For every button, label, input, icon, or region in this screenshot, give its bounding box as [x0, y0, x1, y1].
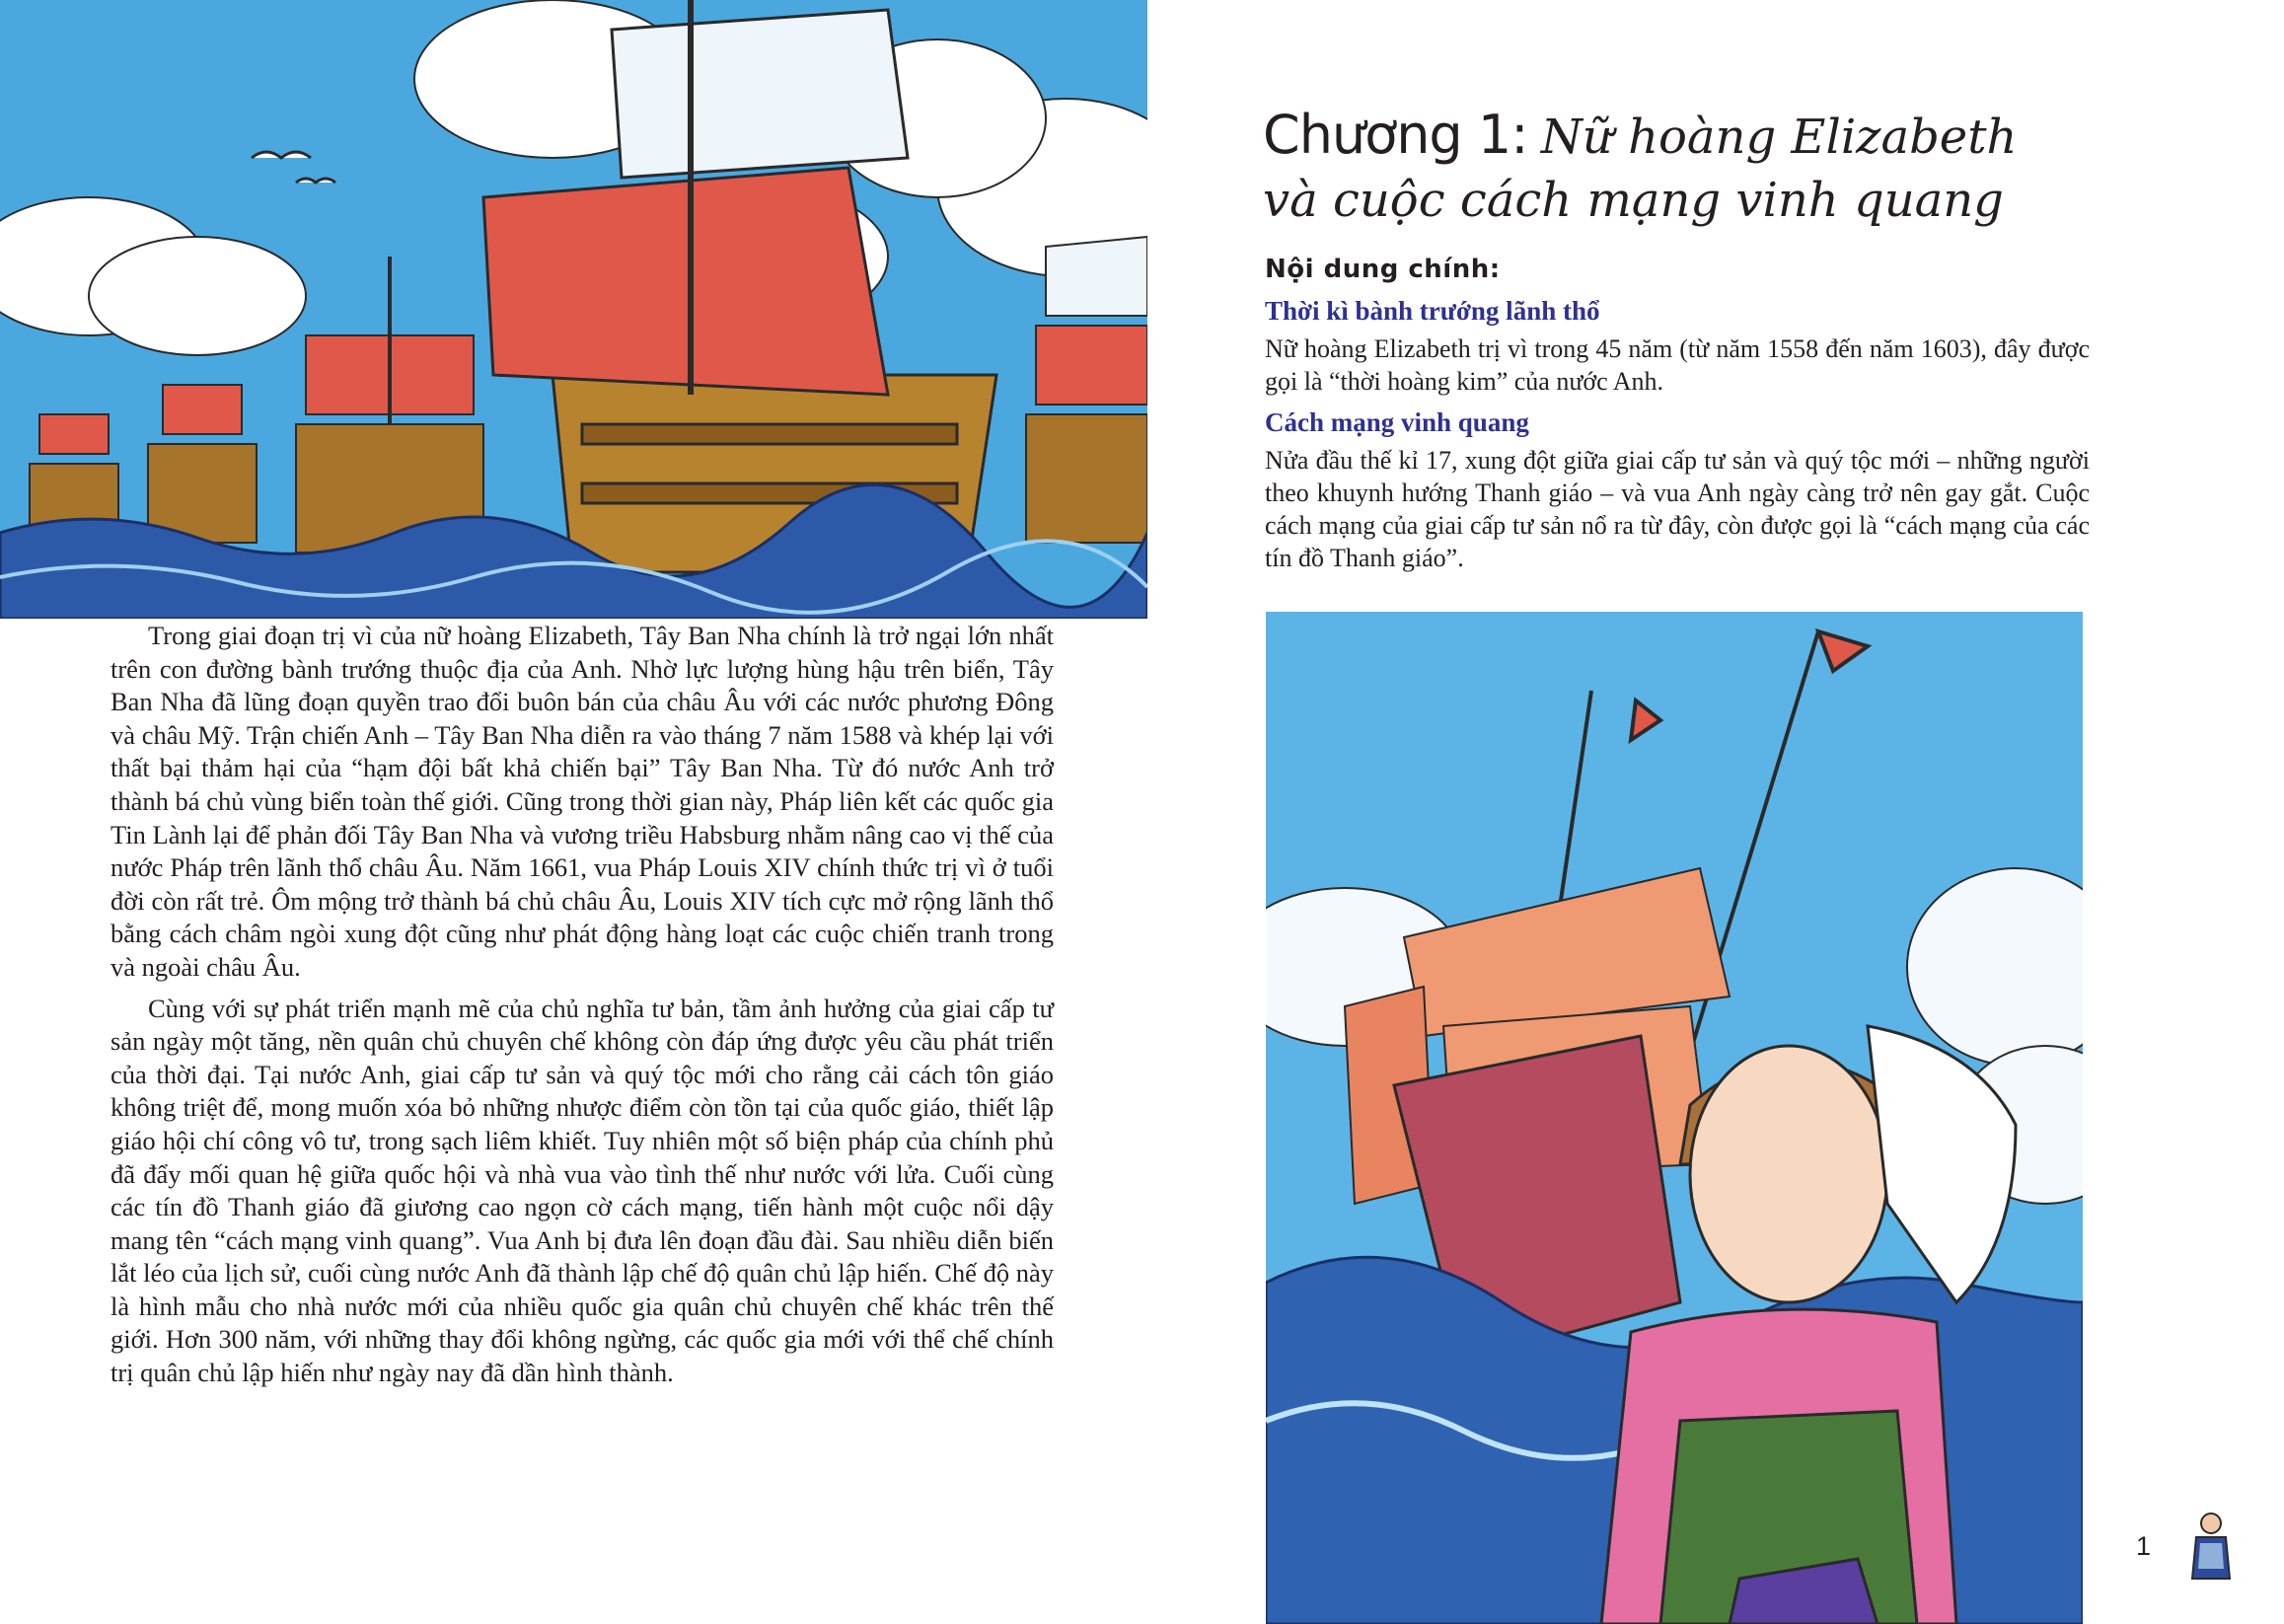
chapter-summary — [1265, 255, 2090, 584]
summary-heading: Nội dung chính: — [1265, 255, 1501, 284]
section-body-expansion: Nữ hoàng Elizabeth trị vì trong 45 năm (từ năm 1558 đến năm 1603), đây được gọi là “thời hoàng kim” của nước Anh. — [1265, 334, 2090, 396]
chapter-title — [1263, 105, 2052, 231]
body-paragraph: Trong giai đoạn trị vì của nữ hoàng Elizabeth, Tây Ban Nha chính là trở ngại lớn nhất trên con đường bành trướng thuộc địa của Anh. Nhờ lực lượng hùng hậu trên biển, Tây Ban Nha đã lũng đoạn quyền trao đổi buôn bán của châu Âu với các nước phương Đông và châu Mỹ. Trận chiến Anh – Tây Ban Nha diễn ra vào tháng 7 năm 1588 và khép lại với thất bại thảm hại của “hạm đội bất khả chiến bại” Tây Ban Nha. Từ đó nước Anh trở thành bá chủ vùng biển toàn thế giới. Cũng trong thời gian này, Pháp liên kết các quốc gia Tin Lành lại để phản đối Tây Ban Nha và vương triều Habsburg nhằm nâng cao vị thế của nước Pháp trên lãnh thổ châu Âu. Năm 1661, vua Pháp Louis XIV chính thức trị vì ở tuổi đời còn rất trẻ. Ôm mộng trở thành bá chủ châu Âu, Louis XIV tích cực mở rộng lãnh thổ bằng cách châm ngòi xung đột cũng như phát động hàng loạt các cuộc chiến tranh trong và ngoài châu Âu. — [111, 621, 1054, 982]
section-body-glorious-revolution: Nửa đầu thế kỉ 17, xung đột giữa giai cấp tư sản và quý tộc mới – những người theo khuynh hướng Thanh giáo – và vua Anh ngày càng trở nên gay gắt. Cuộc cách mạng của giai cấp tư sản nổ ra từ đây, còn được gọi là “cách mạng của các tín đồ Thanh giáo”. — [1265, 446, 2090, 572]
chapter-number: Chương 1: — [1263, 104, 1528, 166]
chapter-name: Nữ hoàng Elizabeth và cuộc cách mạng vinh quang — [1263, 110, 2018, 228]
body-paragraph: Cùng với sự phát triển mạnh mẽ của chủ nghĩa tư bản, tầm ảnh hưởng của giai cấp tư sản ngày một tăng, nền quân chủ chuyên chế không còn đáp ứng được yêu cầu phát triển của thời đại. Tại nước Anh, giai cấp tư sản và quý tộc mới cho rằng cải cách tôn giáo không triệt để, mong muốn xóa bỏ những nhược điểm còn tồn tại của quốc giáo, thiết lập giáo hội chí công vô tư, trong sạch liêm khiết. Tuy nhiên một số biện pháp của chính phủ đã đẩy mối quan hệ giữa quốc hội và nhà vua vào tình thế như nước với lửa. Cuối cùng các tín đồ Thanh giáo đã giương cao ngọn cờ cách mạng, tiến hành một cuộc nổi dậy mang tên “cách mạng vinh quang”. Vua Anh bị đưa lên đoạn đầu đài. Sau nhiều diễn biến lắt léo của lịch sử, cuối cùng nước Anh đã thành lập chế độ quân chủ lập hiến. Chế độ này là hình mẫu cho nhà nước mới của nhiều quốc gia quân chủ chuyên chế khác trên thế giới. Hơn 300 năm, với những thay đổi không ngừng, các quốc gia mới với thể chế chính trị quân chủ lập hiến như ngày nay đã dần hình thành. — [111, 993, 1054, 1388]
armada-ships-illustration — [0, 0, 1147, 619]
queen-elizabeth-illustration — [1266, 612, 2083, 1624]
section-heading-glorious-revolution: Cách mạng vinh quang — [1265, 407, 1529, 437]
body-text — [111, 620, 1054, 1398]
page-number: 1 — [2136, 1531, 2152, 1561]
knight-figure-icon — [2188, 1510, 2234, 1587]
section-heading-expansion: Thời kì bành trướng lãnh thổ — [1265, 296, 1600, 326]
